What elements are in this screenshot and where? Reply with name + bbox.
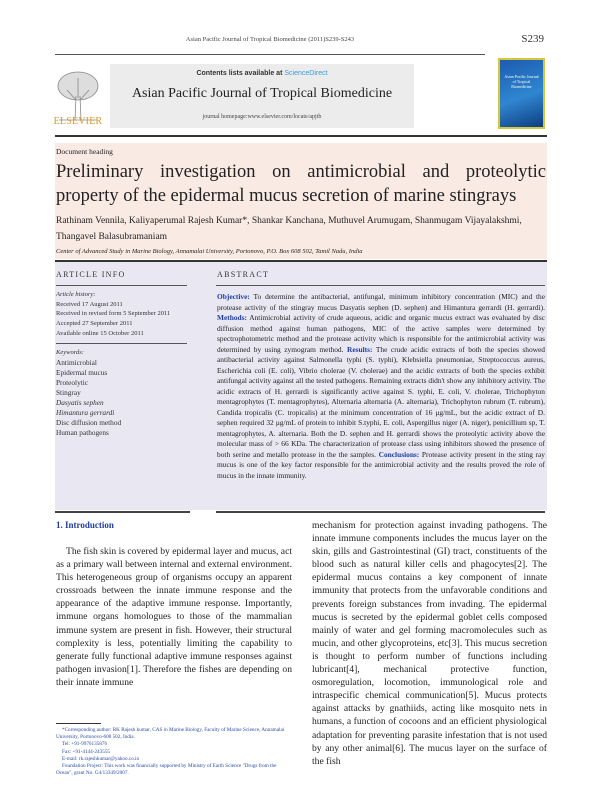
history-revised: Received in revised form 5 September 2011 — [56, 310, 171, 318]
keyword: Himantura gerrardi — [56, 408, 115, 417]
article-history — [56, 290, 206, 339]
divider — [216, 285, 545, 286]
running-header: Asian Pacific Journal of Tropical Biomedicine (2011)S239-S243 — [185, 36, 355, 43]
history-received: Received 17 August 2011 — [56, 300, 123, 308]
footnotes — [56, 727, 292, 777]
footnote-funding: Foundation Project: This work was financially supported by Ministry of Earth Science "Drugs from the Ocean", grant No. G4/13349/2007. — [56, 763, 277, 777]
keyword: Dasyatis sephen — [56, 398, 104, 407]
journal-homepage[interactable]: journal homepage:www.elsevier.com/locate/apjtb — [202, 114, 322, 120]
section-heading-introduction: 1. Introduction — [56, 520, 114, 530]
publisher-logo-text: ELSEVIER — [53, 116, 103, 127]
keywords — [56, 348, 206, 438]
divider — [216, 511, 545, 513]
keyword: Proteolytic — [56, 378, 89, 387]
divider — [55, 135, 547, 137]
sciencedirect-link[interactable]: ScienceDirect — [284, 70, 328, 77]
conclusions-label: Conclusions: — [378, 449, 420, 459]
methods-text: Antimicrobial activity of crude aqueous, acidic and organic mucus extract was evaluated by disc diffusion method against human pathogens, MIC of the active samples were determined by spectrophotometric method and the protease activity which is responsible for the antimicrobial activity was determined by using zymogram method. — [217, 313, 545, 354]
abstract-body — [217, 292, 545, 481]
footnote-email[interactable]: E-mail: rk.rajeshkumar@yahoo.co.in — [62, 755, 140, 762]
author-list: Rathinam Vennila, Kaliyaperumal Rajesh Kumar*, Shankar Kanchana, Muthuvel Arumugam, Shanmugam Vijayalakshmi, Thangavel Balasubramaniam — [56, 216, 522, 242]
page-number: S239 — [521, 33, 544, 45]
divider — [55, 54, 485, 55]
affiliation: Center of Advanced Study in Marine Biology, Annamalai University, Portonovo, P.O. Box 608 502, Tamil Nadu, India — [56, 248, 363, 255]
journal-masthead — [110, 64, 414, 128]
conclusions-text: Protease activity present in the sting ray mucus is one of the key factor responsible for the antimicrobial activity and the results proved the role of mucus in the innate immunity. — [217, 449, 545, 480]
history-accepted: Accepted 27 September 2011 — [56, 320, 133, 328]
document-heading: Document heading — [56, 147, 113, 156]
body-text-right-column: mechanism for protection against invading pathogens. The innate immune components includes the mucus layer on the skin, gills and Gastrointestinal (GI) tract, constituents of the blood such as natural killer cells and phagocytes[2]. The epidermal mucus contains a key component of innate immunity that protects from the unfavorable conditions and prevents foreign substances from invading. The epidermal mucus is secreted by the epidermal goblet cells composed mainly of water and gel forming macromolecules such as mucin, and other glycoproteins, etc[3]. This mucus secretion is thought to perform number of functions including lubricant[4], mechanical protective function, osmoregulation, locomotion, immunological role and intraspecific chemical communication[5]. Mucus protects against attacks by gnathiids, acting like mosquito nets in humans, a function of cocoons and an efficient physiological adaptation for preventing parasite infestation that is not used by any other animal[6]. The mucus layer on the surface of the fish — [312, 520, 547, 767]
history-online: Available online 15 October 2011 — [56, 329, 144, 337]
divider — [55, 511, 190, 513]
journal-title: Asian Pacific Journal of Tropical Biomedicine — [131, 86, 393, 101]
footnote-fax: Fax: +91-4144-243555 — [62, 748, 111, 755]
history-label: Article history: — [56, 291, 96, 298]
keywords-label: Keywords: — [56, 349, 84, 356]
journal-cover-image — [498, 58, 545, 129]
divider — [56, 285, 187, 286]
objective-label: Objective: — [217, 292, 250, 301]
footnote-rule — [56, 723, 101, 724]
contents-line — [110, 70, 414, 77]
results-label: Results: — [347, 344, 373, 354]
keyword: Antimicrobial — [56, 358, 97, 367]
contents-prefix: Contents lists available at — [196, 70, 285, 77]
keyword: Epidermal mucus — [56, 368, 108, 377]
keyword: Human pathogens — [56, 428, 109, 437]
footnote-corresponding: *Corresponding author: RK Rajesh kumar, CAS in Marine Biology, Faculty of Marine Science, Annamalai University, Portonovo-608 502, India. — [56, 727, 285, 741]
objective-text: To determine the antibacterial, antifungal, minimum inhibitory concentration (MIC) and the protease activity of the stingray mucus Dasyatis sephen (D. sephen) and Himantura gerrardi (H. gerrardi). — [217, 292, 545, 312]
keyword: Stingray — [56, 388, 81, 397]
footnote-tel: Tel: +91-9976135876 — [62, 741, 108, 748]
results-text: The crude acidic extracts of both the species showed antibacterial activity against Salmonella typhi (S. typhi), Klebsiella pneumoniae, Streptococcus aureus, Escherichia coli (E. coli), Vibrio cholerae (V. cholerae) and the acidic extracts of both the species exhibit antifungal activity against all the tested pathogens. Remaining extracts didn't show any inhibitory activity. The acidic extracts of H. gerrardi is significantly active against S. typhi, E. coli, V. cholerae, Trichophyton mentagrophytes (T. mentagrophytes), Alternaria alternaria (A. alternaria), Trichophyton rubrum (T. rubrum), Candida tropicalis (C. tropicalis) at the minimum concentration of 16 μg/mL, but the acidic extract of D. sephen required 32 μg/mL of protein to inhibit S.typhi, E. coli, Aspergillus niger (A. niger), penicillium sp, T. mentagrophytes, A. alternaria. Both the D. sephen and H. gerrardi shows the proteolytic activity above the molecular mass of > 66 KDa. The characterization of protease class using inhibitors showed the presence of both serine and metallo protease in the the samples. — [217, 344, 545, 459]
divider — [56, 343, 187, 344]
article-info-heading: ARTICLE INFO — [56, 270, 126, 279]
methods-label: Methods: — [217, 313, 247, 322]
keyword: Disc diffusion method — [56, 418, 122, 427]
article-title: Preliminary investigation on antimicrobial and proteolytic property of the epidermal mucus secretion of marine stingrays — [56, 162, 546, 206]
abstract-heading: ABSTRACT — [217, 270, 270, 279]
cover-title: Asian Pacific Journal of Tropical Biomedicine — [504, 74, 539, 89]
body-text-left-column: The fish skin is covered by epidermal layer and mucus, act as a primary wall between internal and external environment. This heterogeneous group of organisms occupy an apparent crossroads between the innate immune response and the appearance of the adaptive immune response. Importantly, immune organs homologues to those of the mammalian immune system are present in fish. However, their structural complexity is less, potentially limiting the capability to generate fully functional adaptive immune responses against pathogen invasion[1]. Therefore the fishes are depending on their innate immune — [56, 546, 292, 688]
